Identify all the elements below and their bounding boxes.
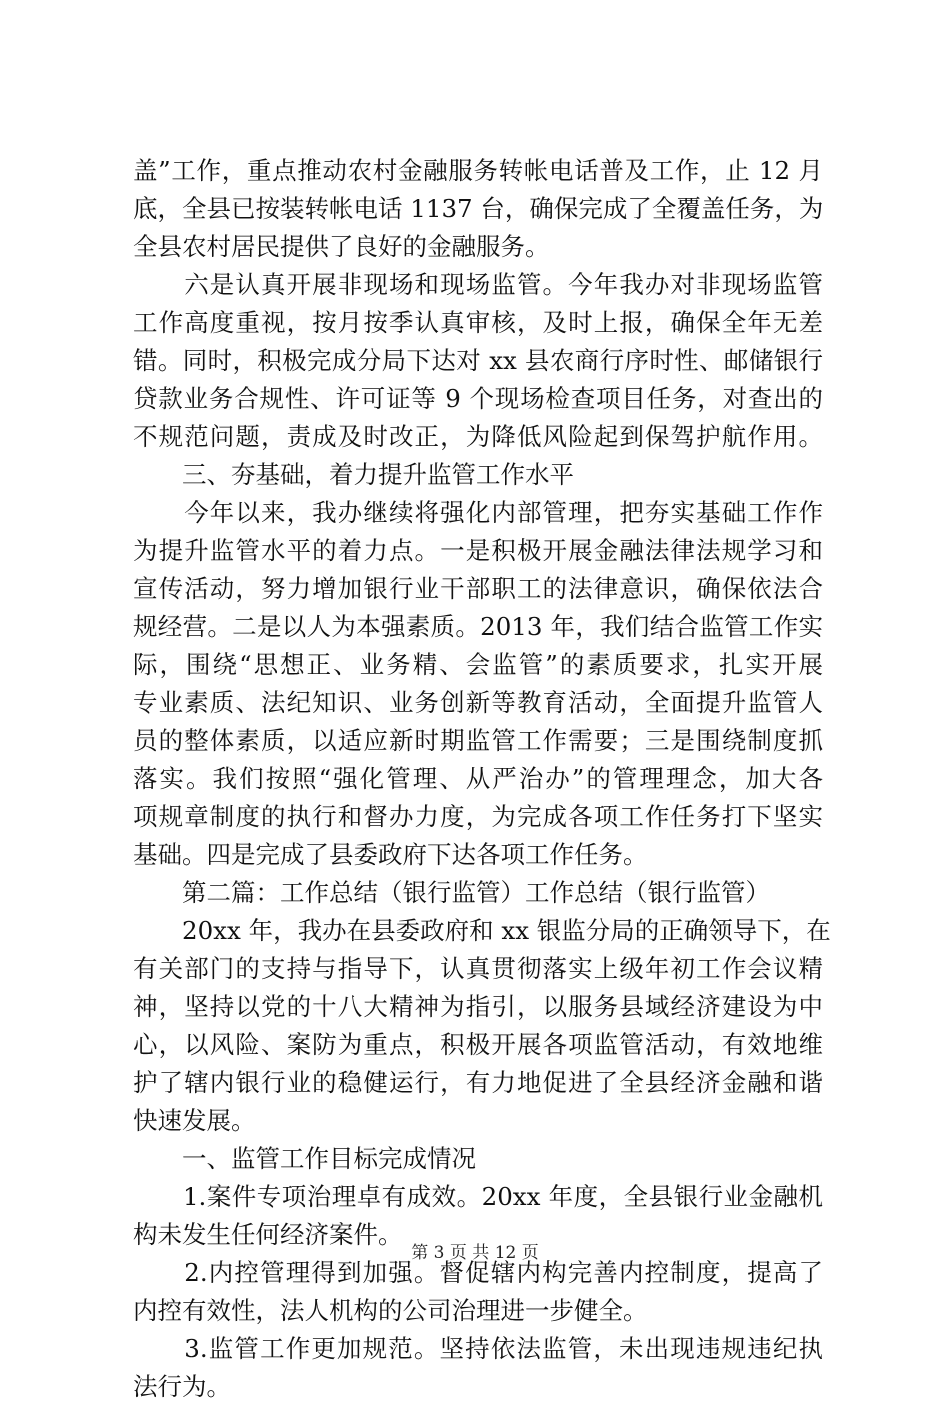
text-line: 1.案件专项治理卓有成效。20xx 年度，全县银行业金融机	[133, 1182, 823, 1211]
text-line: 落实。我们按照“强化管理、从严治办”的管理理念，加大各	[133, 764, 823, 793]
text-line: 贷款业务合规性、许可证等 9 个现场检查项目任务，对查出的	[133, 384, 823, 413]
text-line: 护了辖内银行业的稳健运行，有力地促进了全县经济金融和谐	[133, 1068, 823, 1097]
text-line: 项规章制度的执行和督办力度，为完成各项工作任务打下坚实	[133, 802, 823, 831]
text-line: 底，全县已按装转帐电话 1137 台，确保完成了全覆盖任务，为	[133, 194, 824, 223]
page-footer: 第 3 页 共 12 页	[411, 1243, 539, 1263]
text-line: 3.监管工作更加规范。坚持依法监管，未出现违规违纪执	[133, 1334, 823, 1363]
text-line: 第二篇：工作总结（银行监管）工作总结（银行监管）	[133, 878, 770, 907]
text-line: 宣传活动，努力增加银行业干部职工的法律意识，确保依法合	[133, 574, 823, 603]
text-line: 有关部门的支持与指导下，认真贯彻落实上级年初工作会议精	[133, 954, 823, 983]
text-line: 法行为。	[133, 1372, 231, 1401]
text-line: 工作高度重视，按月按季认真审核，及时上报，确保全年无差	[133, 308, 823, 337]
text-line: 神，坚持以党的十八大精神为指引，以服务县域经济建设为中	[133, 992, 823, 1021]
text-line: 际，围绕“思想正、业务精、会监管”的素质要求，扎实开展	[133, 650, 823, 679]
document-body	[133, 152, 831, 1406]
text-line: 20xx 年，我办在县委政府和 xx 银监分局的正确领导下，在	[133, 916, 831, 945]
text-line: 六是认真开展非现场和现场监管。今年我办对非现场监管	[133, 270, 823, 299]
text-line: 一、监管工作目标完成情况	[133, 1144, 476, 1173]
text-line: 2.内控管理得到加强。督促辖内构完善内控制度，提高了	[133, 1258, 823, 1287]
text-line: 构未发生任何经济案件。	[133, 1220, 403, 1249]
text-line: 全县农村居民提供了良好的金融服务。	[133, 232, 550, 261]
text-line: 今年以来，我办继续将强化内部管理，把夯实基础工作作	[133, 498, 823, 527]
text-line: 员的整体素质，以适应新时期监管工作需要；三是围绕制度抓	[133, 726, 823, 755]
text-line: 盖”工作，重点推动农村金融服务转帐电话普及工作，止 12 月	[133, 156, 823, 185]
text-line: 内控有效性，法人机构的公司治理进一步健全。	[133, 1296, 648, 1325]
text-line: 三、夯基础，着力提升监管工作水平	[133, 460, 574, 489]
text-line: 为提升监管水平的着力点。一是积极开展金融法律法规学习和	[133, 536, 823, 565]
text-line: 错。同时，积极完成分局下达对 xx 县农商行序时性、邮储银行	[133, 346, 823, 375]
text-line: 快速发展。	[133, 1106, 256, 1135]
text-line: 专业素质、法纪知识、业务创新等教育活动，全面提升监管人	[133, 688, 823, 717]
text-line: 基础。四是完成了县委政府下达各项工作任务。	[133, 840, 648, 869]
text-line: 不规范问题，责成及时改正，为降低风险起到保驾护航作用。	[133, 422, 823, 451]
text-line: 心，以风险、案防为重点，积极开展各项监管活动，有效地维	[133, 1030, 823, 1059]
text-line: 规经营。二是以人为本强素质。2013 年，我们结合监管工作实	[133, 612, 823, 641]
